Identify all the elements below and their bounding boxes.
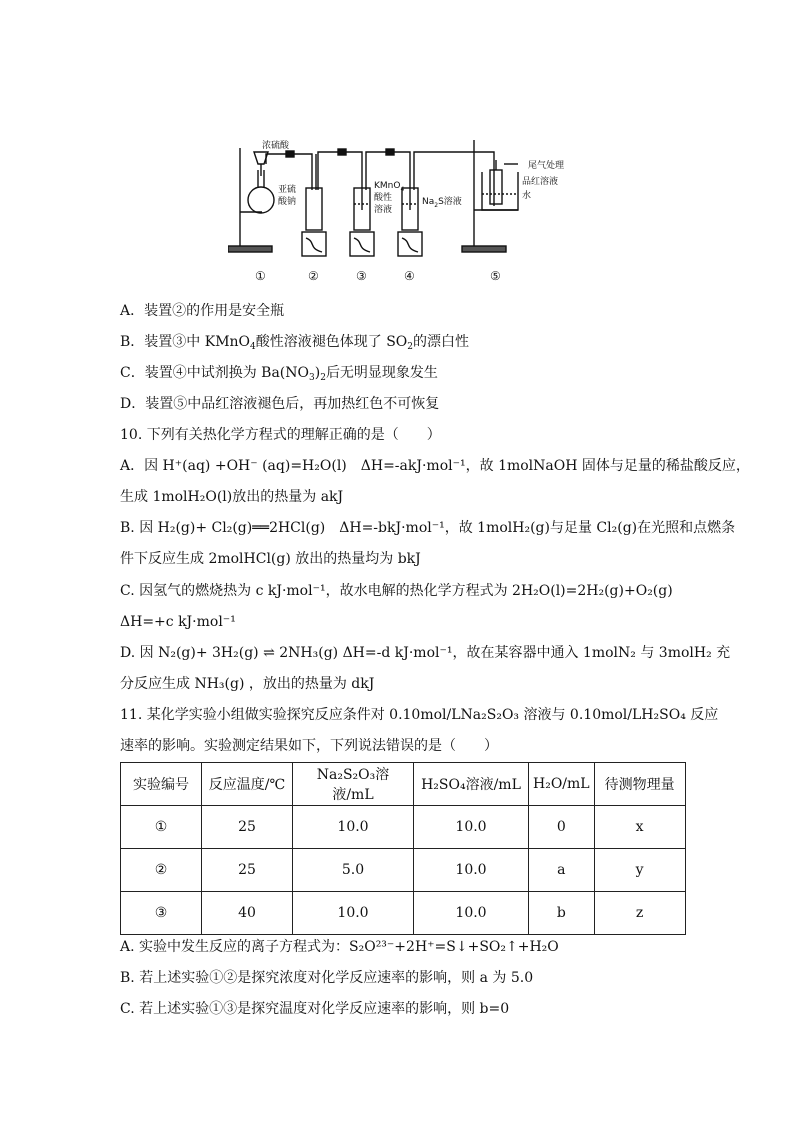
table-cell: ①	[121, 806, 202, 849]
q9-option-b: B．装置③中 KMnO$_4$酸性溶液褪色体现了 $SO_2$的漂白性	[120, 334, 470, 352]
q11-option-c: C. 若上述实验①③是探究温度对化学反应速率的影响，则 b=0	[120, 1001, 510, 1017]
q9-option-c: C．装置④中试剂换为 $Ba(NO_3)_2$后无明显现象发生	[120, 365, 438, 383]
table-row	[121, 849, 686, 892]
q10-option-b-line2: 件下反应生成 2molHCl(g) 放出的热量均为 bkJ	[120, 551, 421, 567]
table-cell: 25	[202, 806, 293, 849]
q10-option-c-line1: C. 因氢气的燃烧热为 c kJ·mol⁻¹，故水电解的热化学方程式为 2H₂O(l)=2H₂(g)+O₂(g)	[120, 583, 673, 599]
table-cell: 10.0	[293, 806, 414, 849]
label-exhaust: 尾气处理	[528, 161, 565, 171]
q9-option-a: A．装置②的作用是安全瓶	[120, 303, 285, 319]
label-na2s: $Na_2S$溶液	[422, 197, 462, 209]
table-cell: 40	[202, 892, 293, 935]
figure-number-4: ④	[404, 269, 415, 283]
figure-number-3: ③	[356, 269, 367, 283]
table-cell: 10.0	[293, 892, 414, 935]
table-cell: ②	[121, 849, 202, 892]
q11-stem-line1: 11. 某化学实验小组做实验探究反应条件对 0.10mol/LNa₂S₂O₃ 溶液与 0.10mol/LH₂SO₄ 反应	[120, 707, 719, 723]
table-cell: 5.0	[293, 849, 414, 892]
table-header-row	[121, 763, 686, 806]
q9-option-d: D．装置⑤中品红溶液褪色后，再加热红色不可恢复	[120, 396, 440, 412]
table-cell: 10.0	[414, 806, 529, 849]
table-header: Na₂S₂O₃溶液/mL	[293, 763, 414, 806]
table-header: H₂O/mL	[529, 763, 595, 806]
table-cell: 10.0	[414, 892, 529, 935]
label-na2so3-2: 酸钠	[278, 197, 297, 207]
table-cell: x	[594, 806, 685, 849]
figure-number-5: ⑤	[490, 269, 501, 283]
table-cell: b	[529, 892, 595, 935]
table-cell: z	[594, 892, 685, 935]
figure-number-1: ①	[255, 269, 266, 283]
table-cell: 10.0	[414, 849, 529, 892]
table-header: 实验编号	[121, 763, 202, 806]
table-cell: y	[594, 849, 685, 892]
q10-option-a-line1: A．因 H⁺(aq) +OH⁻ (aq)=H₂O(l) ΔH=-akJ·mol⁻¹，故 1molNaOH 固体与足量的稀盐酸反应，	[120, 458, 750, 474]
q10-stem: 10. 下列有关热化学方程式的理解正确的是（ ）	[120, 427, 441, 443]
apparatus-figure	[228, 130, 588, 290]
q10-option-d-line1: D. 因 N₂(g)+ 3H₂(g) ⇌ 2NH₃(g) ΔH=-d kJ·mol⁻¹，故在某容器中通入 1molN₂ 与 3molH₂ 充	[120, 645, 731, 661]
table-row	[121, 892, 686, 935]
label-na2so3-1: 亚硫	[278, 185, 297, 195]
table-cell: ③	[121, 892, 202, 935]
table-cell: 0	[529, 806, 595, 849]
table-cell: 25	[202, 849, 293, 892]
label-kmno4: KMnO$_4$	[374, 181, 405, 193]
q11-option-a: A. 实验中发生反应的离子方程式为：S₂O²³⁻+2H⁺=S↓+SO₂↑+H₂O	[120, 939, 559, 955]
label-conc-acid: 浓硫酸	[262, 141, 290, 151]
table-header: 反应温度/℃	[202, 763, 293, 806]
q10-option-b-line1: B. 因 H₂(g)+ Cl₂(g)══2HCl(g) ΔH=-bkJ·mol⁻¹，故 1molH₂(g)与足量 Cl₂(g)在光照和点燃条	[120, 520, 736, 536]
figure-number-2: ②	[308, 269, 319, 283]
table-header: H₂SO₄溶液/mL	[414, 763, 529, 806]
label-pinred: 品红溶液	[522, 177, 559, 187]
table-header: 待测物理量	[594, 763, 685, 806]
q11-stem-line2: 速率的影响。实验测定结果如下，下列说法错误的是（ ）	[120, 738, 498, 754]
q10-option-c-line2: ΔH=+c kJ·mol⁻¹	[120, 614, 236, 630]
label-acidic: 酸性	[374, 193, 393, 203]
label-water: 水	[522, 191, 532, 201]
q11-option-b: B. 若上述实验①②是探究浓度对化学反应速率的影响，则 a 为 5.0	[120, 970, 534, 986]
label-solution: 溶液	[374, 205, 393, 215]
table-cell: a	[529, 849, 595, 892]
experiment-table	[120, 762, 686, 935]
q10-option-a-line2: 生成 1molH₂O(l)放出的热量为 akJ	[120, 489, 344, 505]
table-row	[121, 806, 686, 849]
q10-option-d-line2: 分反应生成 NH₃(g) ，放出的热量为 dkJ	[120, 676, 375, 692]
